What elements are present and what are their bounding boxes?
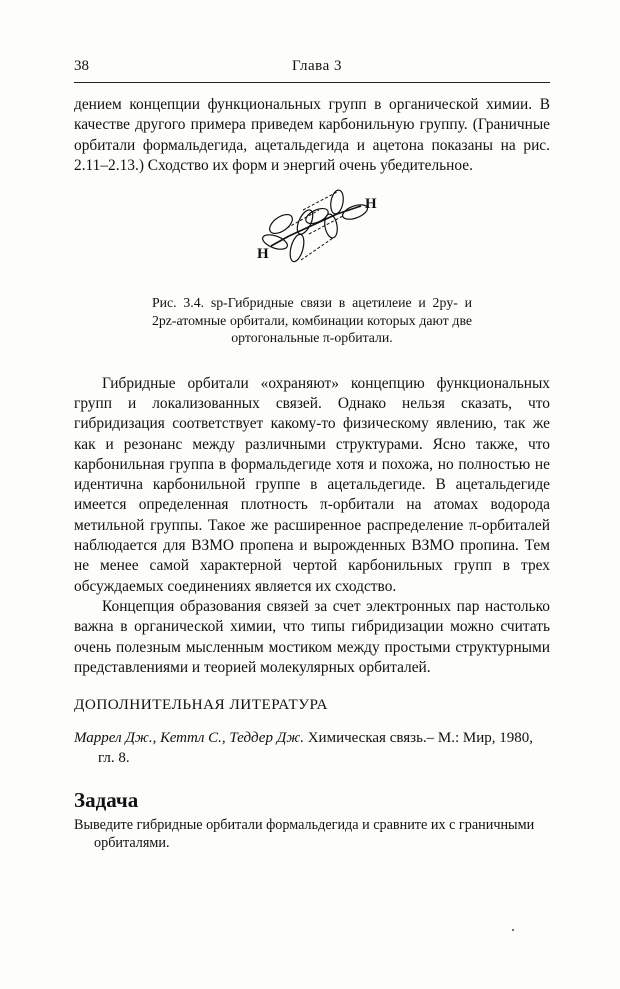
atom-label-h-bottom: H: [257, 246, 269, 263]
intro-paragraph: дением концепции функциональных групп в органической химии. В качестве другого примера приведем карбонильную группу. (Граничные орбитали формальдегида, ацетальдегида и ацетона показаны на рис. 2.11–2.13.) Сходство их форм и энергий очень убедительное.: [74, 96, 550, 174]
right-lobe-up: [329, 189, 345, 215]
task-heading: Задача: [74, 788, 139, 813]
paragraph-electron-pairs: Концепция образования связей за счет электронных пар настолько важна в органической химии, что типы гибридизации можно считать очень полезным мысленным мостиком между простыми структурными представлениями и теорией молекулярных орбиталей.: [74, 597, 550, 676]
reference-text: Химическая связь.– М.: Мир, 1980, гл. 8.: [98, 730, 534, 767]
paragraph-hybrid-orbitals: Гибридные орбитали «охраняют» концепцию функциональных групп и локализованных связей. Однако нельзя сказать, что гибридизация соответствует какому-то физическому явлению, так же как и резонанс между различными структурами. Ясно также, что карбонильная группа в формальдегиде хотя и похожа, но полностью не идентична карбонильной группе в ацетальдегиде. В ацетальдегиде имеется определенная плотность π-орбитали на атомах водорода метильной группы. Такое же расширенное распределение π-орбиталей наблюдается для ВЗМО пропена и вырожденных ВЗМО пропина. Тем не менее самой характерной чертой карбонильных групп в трех обсуждаемых соединениях является их сходство.: [74, 374, 550, 595]
acetylene-orbital-diagram: [257, 186, 377, 272]
atom-label-h-top: H: [365, 196, 377, 213]
figure-caption: Рис. 3.4. sp-Гибридные связи в ацетилеие и 2py- и 2pz-атомные орбитали, комбинации которых дают две ортогональные π-орбитали.: [152, 295, 472, 346]
left-lobe-upper: [266, 211, 295, 237]
running-header: [74, 58, 550, 80]
header-rule: [74, 82, 550, 83]
page-number: 38: [74, 58, 89, 74]
task-text: Выведите гибридные орбитали формальдегида и сравните их с граничными орбиталями.: [74, 817, 535, 852]
page-speck: [512, 929, 514, 931]
chapter-title: Глава 3: [292, 58, 342, 74]
reference-entry: [74, 728, 550, 768]
figure-3-4: [74, 186, 550, 286]
reference-authors: Маррел Дж., Кеттл С., Теддер Дж.: [74, 730, 304, 747]
further-reading-heading: ДОПОЛНИТЕЛЬНАЯ ЛИТЕРАТУРА: [74, 696, 328, 714]
page-body: [74, 95, 550, 852]
